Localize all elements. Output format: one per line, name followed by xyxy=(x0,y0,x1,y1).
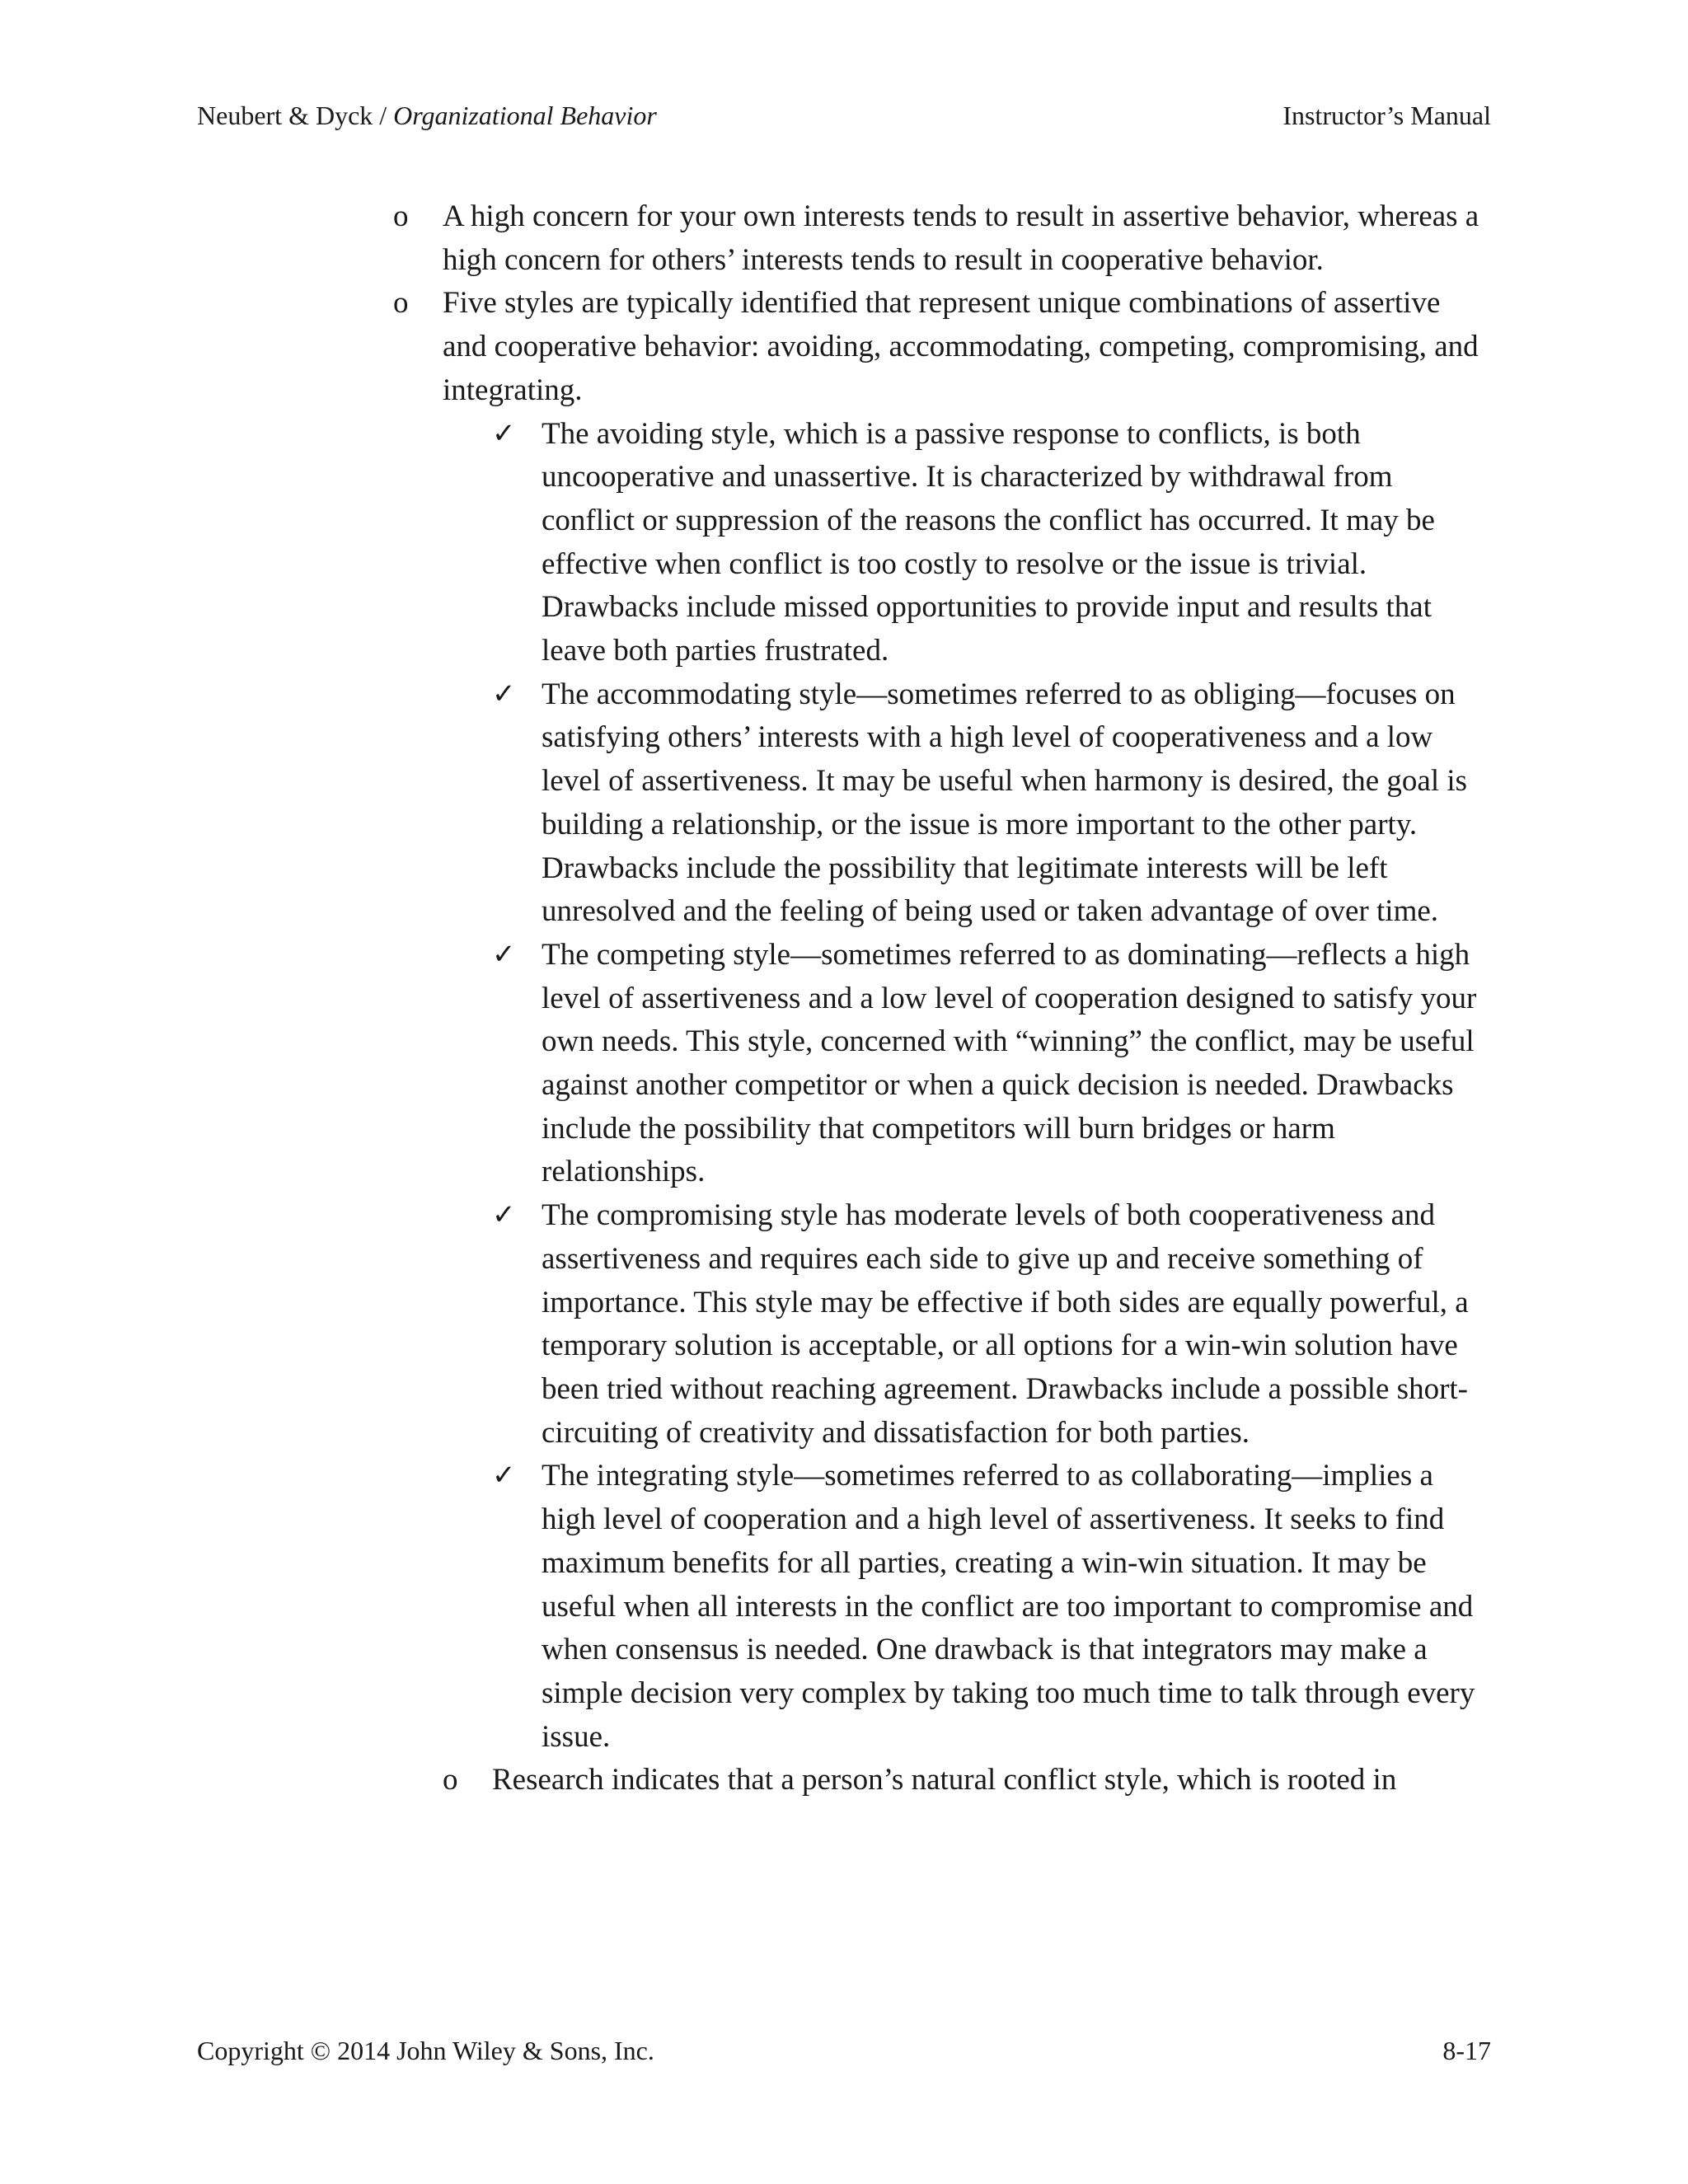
circle-bullet-icon: o xyxy=(393,286,409,321)
bullet-item xyxy=(443,1759,1506,1802)
bullet-item xyxy=(393,282,1481,412)
checkmark-item xyxy=(492,673,1481,934)
page-header xyxy=(197,97,1491,134)
checkmark-icon: ✓ xyxy=(492,1460,516,1492)
header-left xyxy=(197,97,657,134)
checkmark-icon: ✓ xyxy=(492,1200,516,1231)
checkmark-icon: ✓ xyxy=(492,939,516,970)
header-book-title: Organizational Behavior xyxy=(393,101,657,130)
checkmark-text: The compromising style has moderate levels of both cooperativeness and assertiveness and requires each side to give up and receive something of importance. This style may be effective if both sides are equally powerful, a temporary solution is acceptable, or all options for a win-win solution have been tried without reaching agreement. Drawbacks include a possible short-circuiting of creativity and dissatisfaction for both parties. xyxy=(542,1198,1469,1450)
checkmark-item xyxy=(492,1455,1481,1759)
circle-bullet-icon: o xyxy=(393,199,409,233)
checkmark-text: The accommodating style—sometimes referred to as obliging—focuses on satisfying others’ interests with a high level of cooperativeness and a low level of assertiveness. It may be useful when harmony is desired, the goal is building a relationship, or the issue is more important to the other party. Drawbacks include the possibility that legitimate interests will be left unresolved and the feeling of being used or taken advantage of over time. xyxy=(542,677,1468,929)
bullet-item xyxy=(393,195,1481,282)
bullet-text: Research indicates that a person’s natural conflict style, which is rooted in xyxy=(492,1763,1397,1797)
checkmark-text: The integrating style—sometimes referred to as collaborating—implies a high level of cooperation and a high level of assertiveness. It seeks to find maximum benefits for all parties, creating a win-win situation. It may be useful when all interests in the conflict are too important to compromise and when consensus is needed. One drawback is that integrators may make a simple decision very complex by taking too much time to talk through every issue. xyxy=(542,1459,1475,1754)
checkmark-icon: ✓ xyxy=(492,418,516,449)
circle-bullet-icon: o xyxy=(443,1763,458,1797)
bullet-text: A high concern for your own interests tends to result in assertive behavior, whereas a high concern for others’ interests tends to result in cooperative behavior. xyxy=(443,199,1479,277)
copyright-notice: Copyright © 2014 John Wiley & Sons, Inc. xyxy=(197,2036,654,2065)
checkmark-item xyxy=(492,1194,1481,1455)
checkmark-text: The avoiding style, which is a passive response to conflicts, is both uncooperative and unassertive. It is characterized by withdrawal from conflict or suppression of the reasons the conflict has occurred. It may be effective when conflict is too costly to resolve or the issue is trivial. Drawbacks include missed opportunities to provide input and results that leave both parties frustrated. xyxy=(542,416,1435,668)
checkmark-item xyxy=(492,413,1481,673)
header-right: Instructor’s Manual xyxy=(1282,101,1491,130)
checkmark-text: The competing style—sometimes referred to as dominating—reflects a high level of assertiveness and a low level of cooperation designed to satisfy your own needs. This style, concerned with “winning” the conflict, may be useful against another competitor or when a quick decision is needed. Drawbacks include the possibility that competitors will burn bridges or harm relationships. xyxy=(542,937,1477,1189)
bullet-text: Five styles are typically identified that represent unique combinations of assertive and cooperative behavior: avoiding, accommodating, competing, compromising, and integrating. xyxy=(443,286,1479,407)
checkmark-item xyxy=(492,934,1481,1194)
header-authors: Neubert & Dyck / xyxy=(197,101,394,130)
page-body xyxy=(0,195,1688,1802)
page-number: 8-17 xyxy=(1442,2036,1491,2065)
page-footer xyxy=(197,2032,1491,2069)
checkmark-icon: ✓ xyxy=(492,678,516,710)
